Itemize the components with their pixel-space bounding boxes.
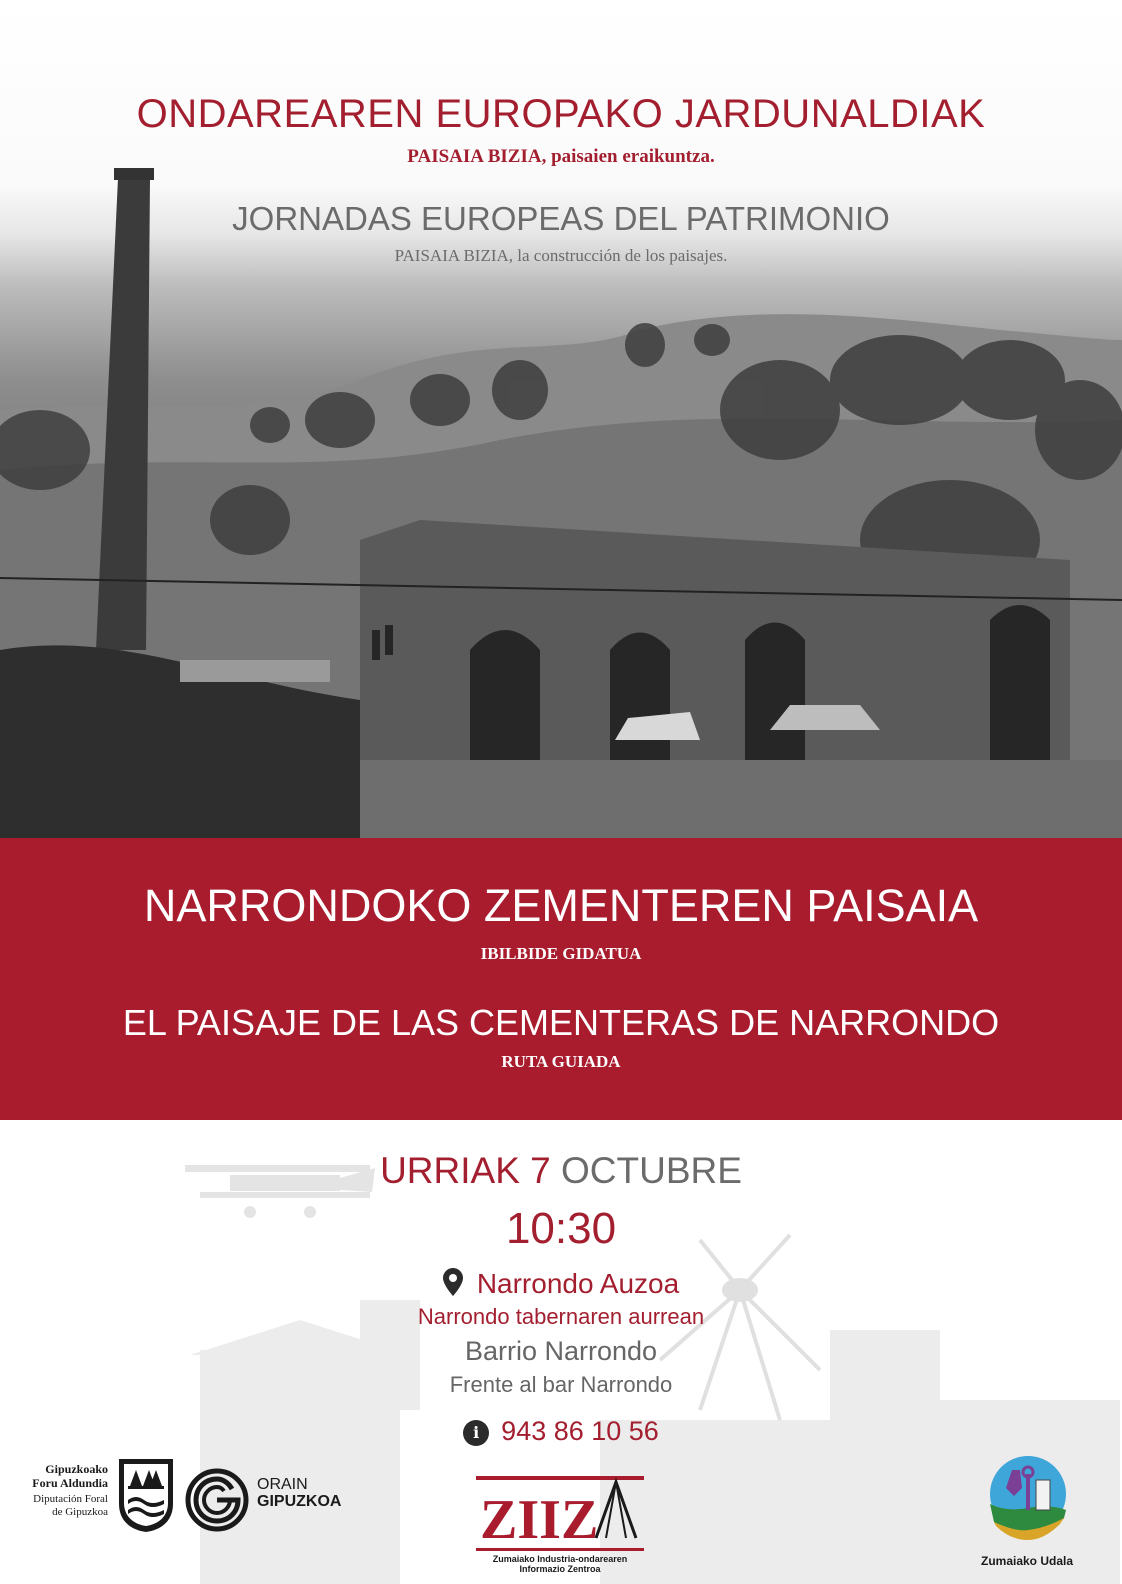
date-basque: URRIAK 7: [380, 1150, 551, 1191]
event-time: 10:30: [505, 1204, 617, 1253]
location-basque: Narrondo Auzoa: [476, 1268, 680, 1299]
orain-gipuzkoa-logo: [184, 1467, 250, 1533]
gfa-name-line3: Diputación Foral: [33, 1493, 108, 1505]
event-type-spanish: RUTA GUIADA: [501, 1052, 621, 1071]
location-spanish: Barrio Narrondo: [464, 1336, 658, 1366]
event-title-basque: NARRONDOKO ZEMENTEREN PAISAIA: [143, 880, 979, 931]
phone-number: 943 86 10 56: [501, 1416, 659, 1446]
orain-line1: ORAIN: [257, 1476, 308, 1493]
map-pin-icon: [443, 1268, 463, 1303]
orain-gipuzkoa-text: [257, 1476, 341, 1510]
orain-line2: GIPUZKOA: [257, 1493, 342, 1510]
phone-line: [0, 1416, 1122, 1447]
ziiz-caption: Zumaiako Industria-ondarearen Informazio Zentroa: [492, 1554, 628, 1574]
event-type-basque: IBILBIDE GIDATUA: [480, 944, 642, 963]
zumaia-town-hall: Zumaiako Udala: [980, 1554, 1074, 1568]
location-basque-line: [0, 1268, 1122, 1303]
subtitle-spanish: PAISAIA BIZIA, la construcción de los paisajes.: [394, 246, 728, 265]
gipuzkoa-shield-logo: [116, 1456, 176, 1534]
subtitle-basque: PAISAIA BIZIA, paisaien eraikuntza.: [407, 146, 715, 167]
event-title-band: [0, 838, 1122, 1120]
date-spanish: OCTUBRE: [561, 1150, 742, 1191]
location-spanish-detail: Frente al bar Narrondo: [449, 1372, 673, 1397]
gipuzkoa-foru-aldundia-text: [30, 1463, 108, 1519]
info-icon: i: [463, 1420, 489, 1446]
title-basque: ONDAREAREN EUROPAKO JARDUNALDIAK: [136, 92, 986, 136]
title-spanish: JORNADAS EUROPEAS DEL PATRIMONIO: [232, 200, 890, 237]
gfa-name-line2: Foru Aldundia: [32, 1476, 108, 1490]
ziiz-logo-text: ZIIZ: [480, 1489, 599, 1551]
gfa-name-line1: Gipuzkoako: [45, 1462, 108, 1476]
gfa-name-line4: de Gipuzkoa: [52, 1506, 108, 1518]
event-date: [0, 1150, 1122, 1192]
location-basque-detail: Narrondo tabernaren aurrean: [417, 1304, 705, 1329]
event-title-spanish: EL PAISAJE DE LAS CEMENTERAS DE NARRONDO: [122, 1002, 1000, 1043]
ziiz-logo: [476, 1466, 644, 1552]
zumaia-crest-logo: [986, 1452, 1070, 1550]
